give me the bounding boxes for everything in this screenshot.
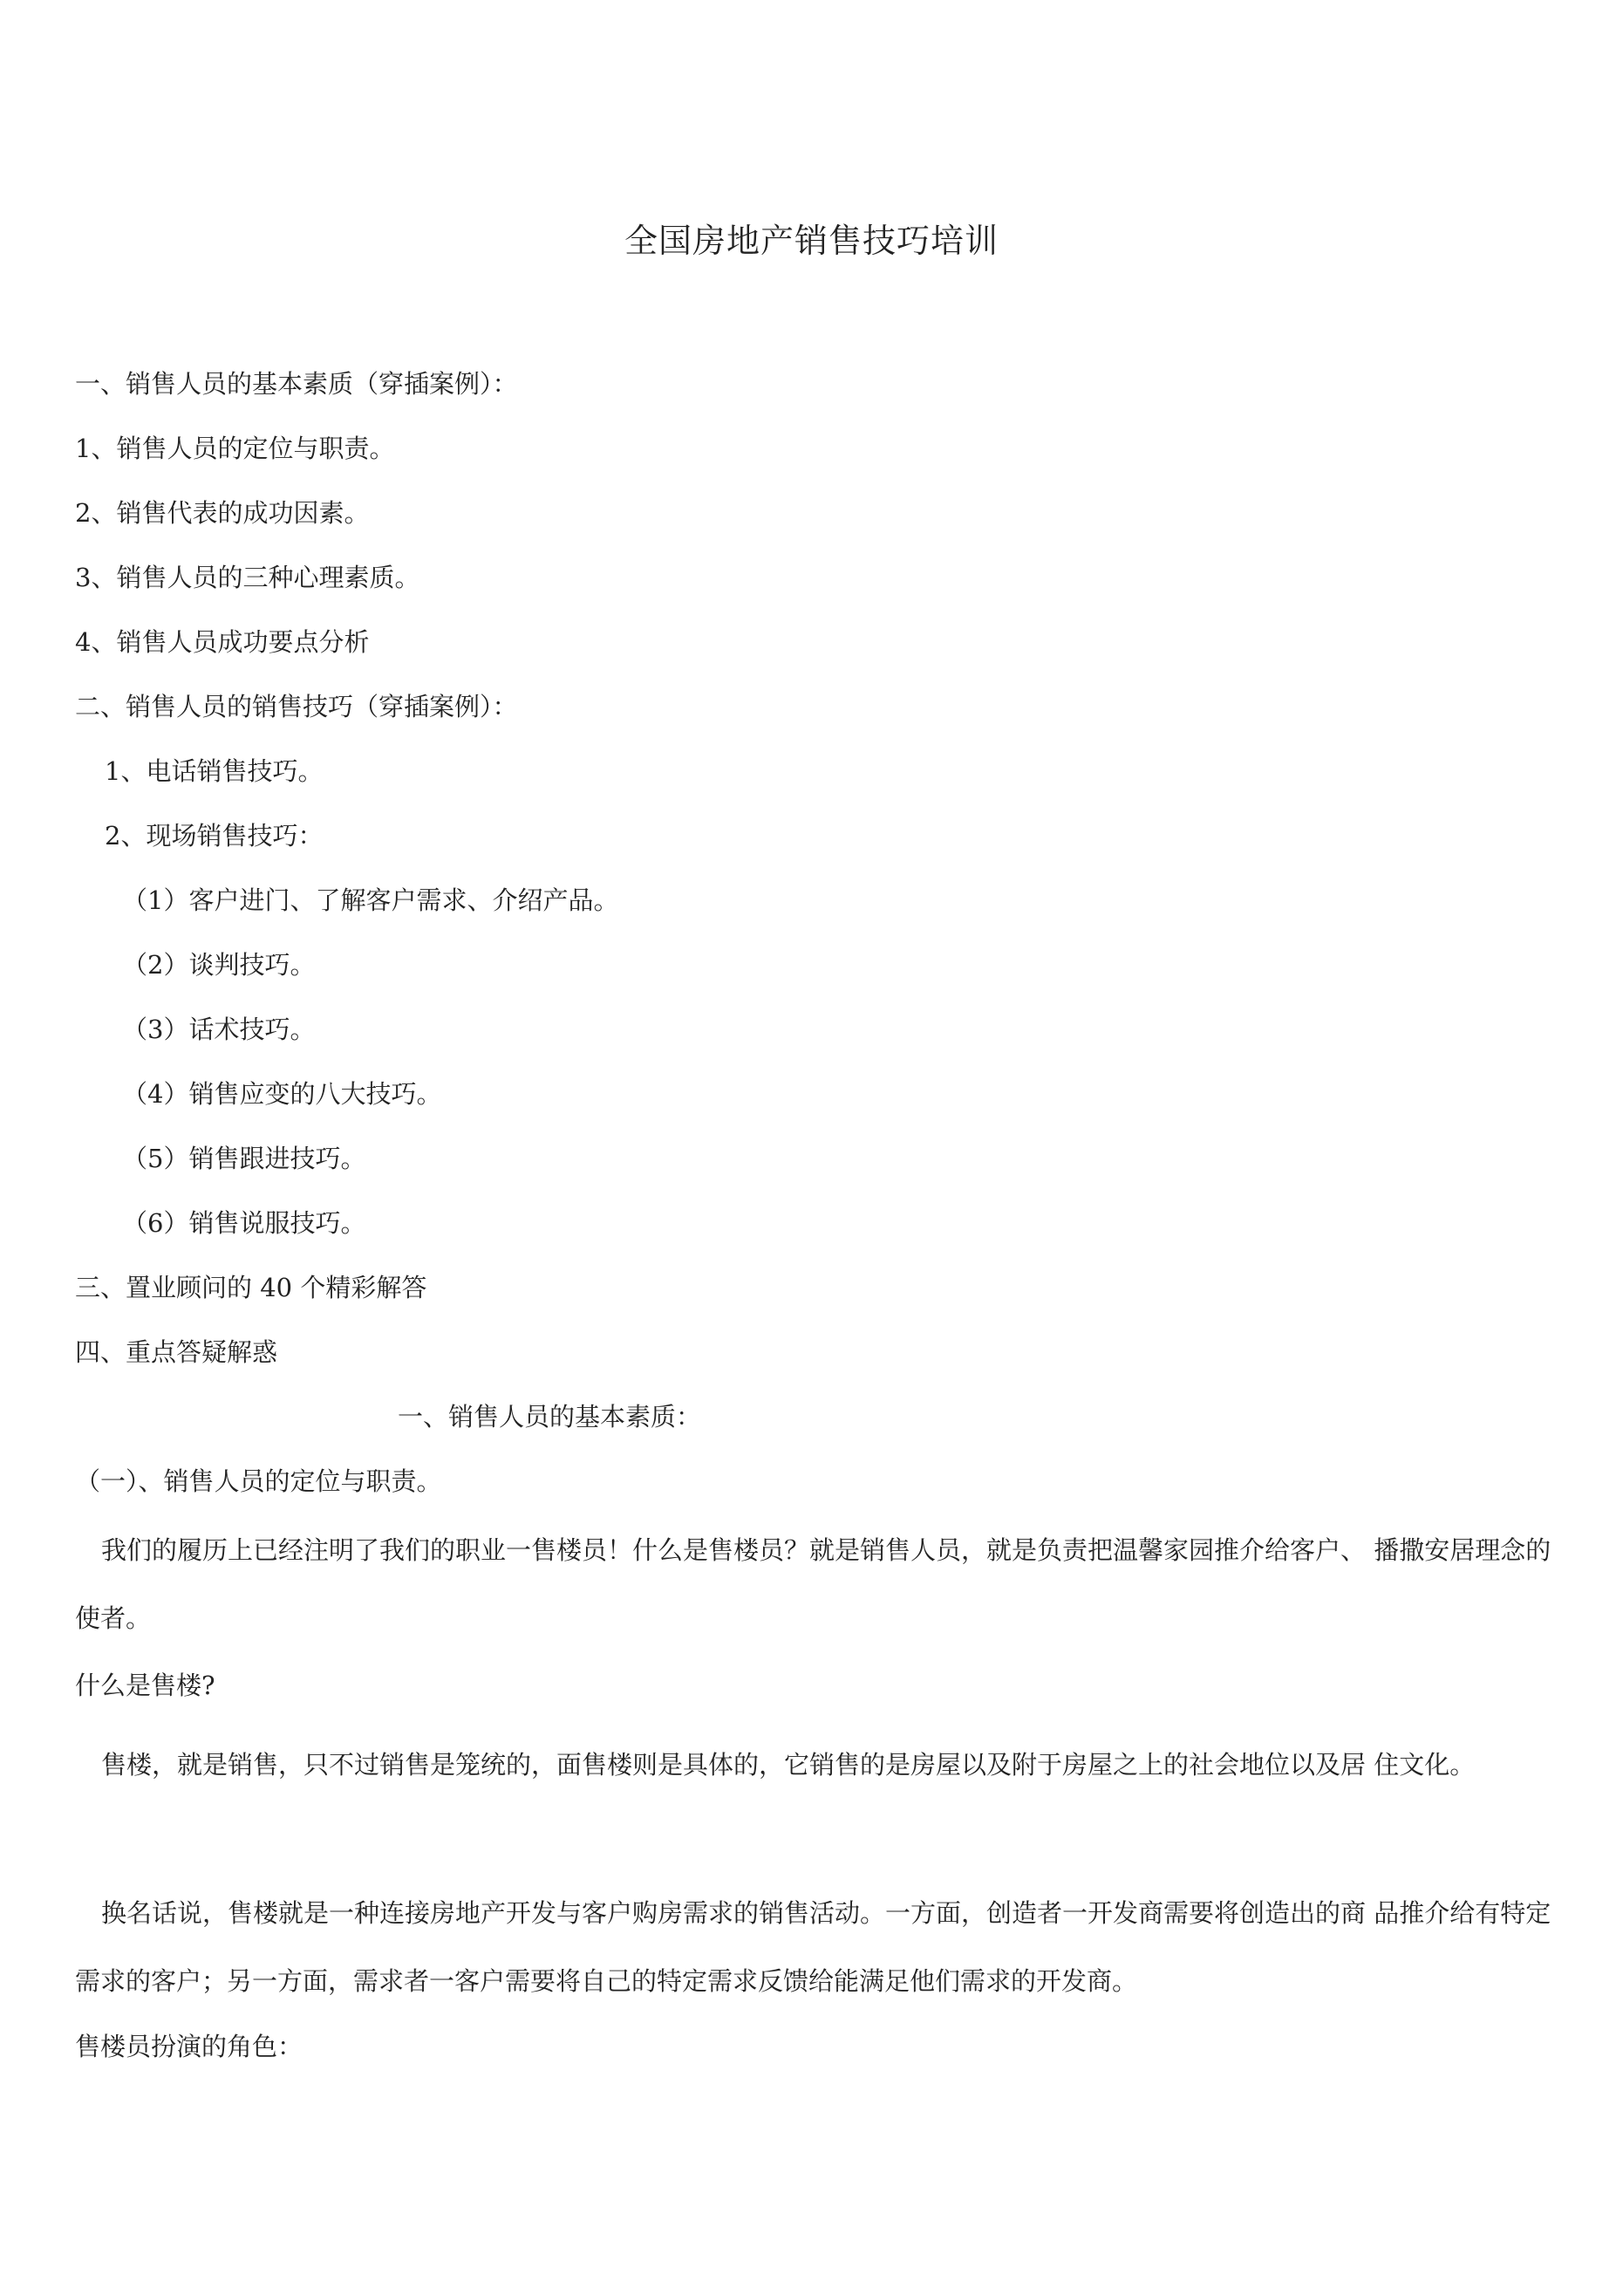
chapter-heading: 一、销售人员的基本素质：: [398, 1402, 702, 1432]
question-line: 什么是售楼?: [75, 1671, 215, 1700]
outline-item: 4、销售人员成功要点分析: [75, 627, 370, 657]
outline-item: 3、销售人员的三种心理素质。: [75, 563, 420, 592]
outline-section-2: 二、销售人员的销售技巧（穿插案例）：: [75, 692, 518, 721]
outline-subitem: （3）话术技巧。: [122, 1015, 316, 1044]
body-paragraph: 我们的履历上已经注明了我们的职业一售楼员！什么是售楼员？就是销售人员，就是负责把温馨家园推介给客户、 播撒安居理念的使者。: [75, 1535, 1551, 1633]
outline-subitem: （6）销售说服技巧。: [122, 1208, 366, 1238]
outline-item: 2、现场销售技巧：: [105, 821, 324, 851]
roles-heading: 售楼员扮演的角色：: [75, 2032, 303, 2061]
outline-item: 1、销售人员的定位与职责。: [75, 434, 395, 463]
outline-subitem: （5）销售跟进技巧。: [122, 1144, 366, 1173]
outline-section-1: 一、销售人员的基本素质（穿插案例）：: [75, 369, 518, 399]
body-paragraph: 换名话说，售楼就是一种连接房地产开发与客户购房需求的销售活动。一方面，创造者一开发商需要将创造出的商 品推介给有特定需求的客户；另一方面，需求者一客户需要将自己的特定需求反馈给能满足他们需求的开发商。: [75, 1898, 1551, 1996]
outline-section-3: 三、置业顾问的 40 个精彩解答: [75, 1273, 427, 1302]
outline-subitem: （1）客户进门、了解客户需求、介绍产品。: [122, 885, 619, 915]
outline-item: 2、销售代表的成功因素。: [75, 498, 370, 528]
subheading: （一）、销售人员的定位与职责。: [75, 1466, 442, 1496]
outline-subitem: （2）谈判技巧。: [122, 950, 316, 980]
page-title: 全国房地产销售技巧培训: [624, 222, 999, 260]
body-paragraph: 售楼，就是销售，只不过销售是笼统的，面售楼则是具体的，它销售的是房屋以及附于房屋之上的社会地位以及居 住文化。: [101, 1750, 1476, 1780]
outline-section-4: 四、重点答疑解惑: [75, 1337, 278, 1367]
outline-subitem: （4）销售应变的八大技巧。: [122, 1079, 442, 1109]
outline-item: 1、电话销售技巧。: [105, 756, 324, 786]
